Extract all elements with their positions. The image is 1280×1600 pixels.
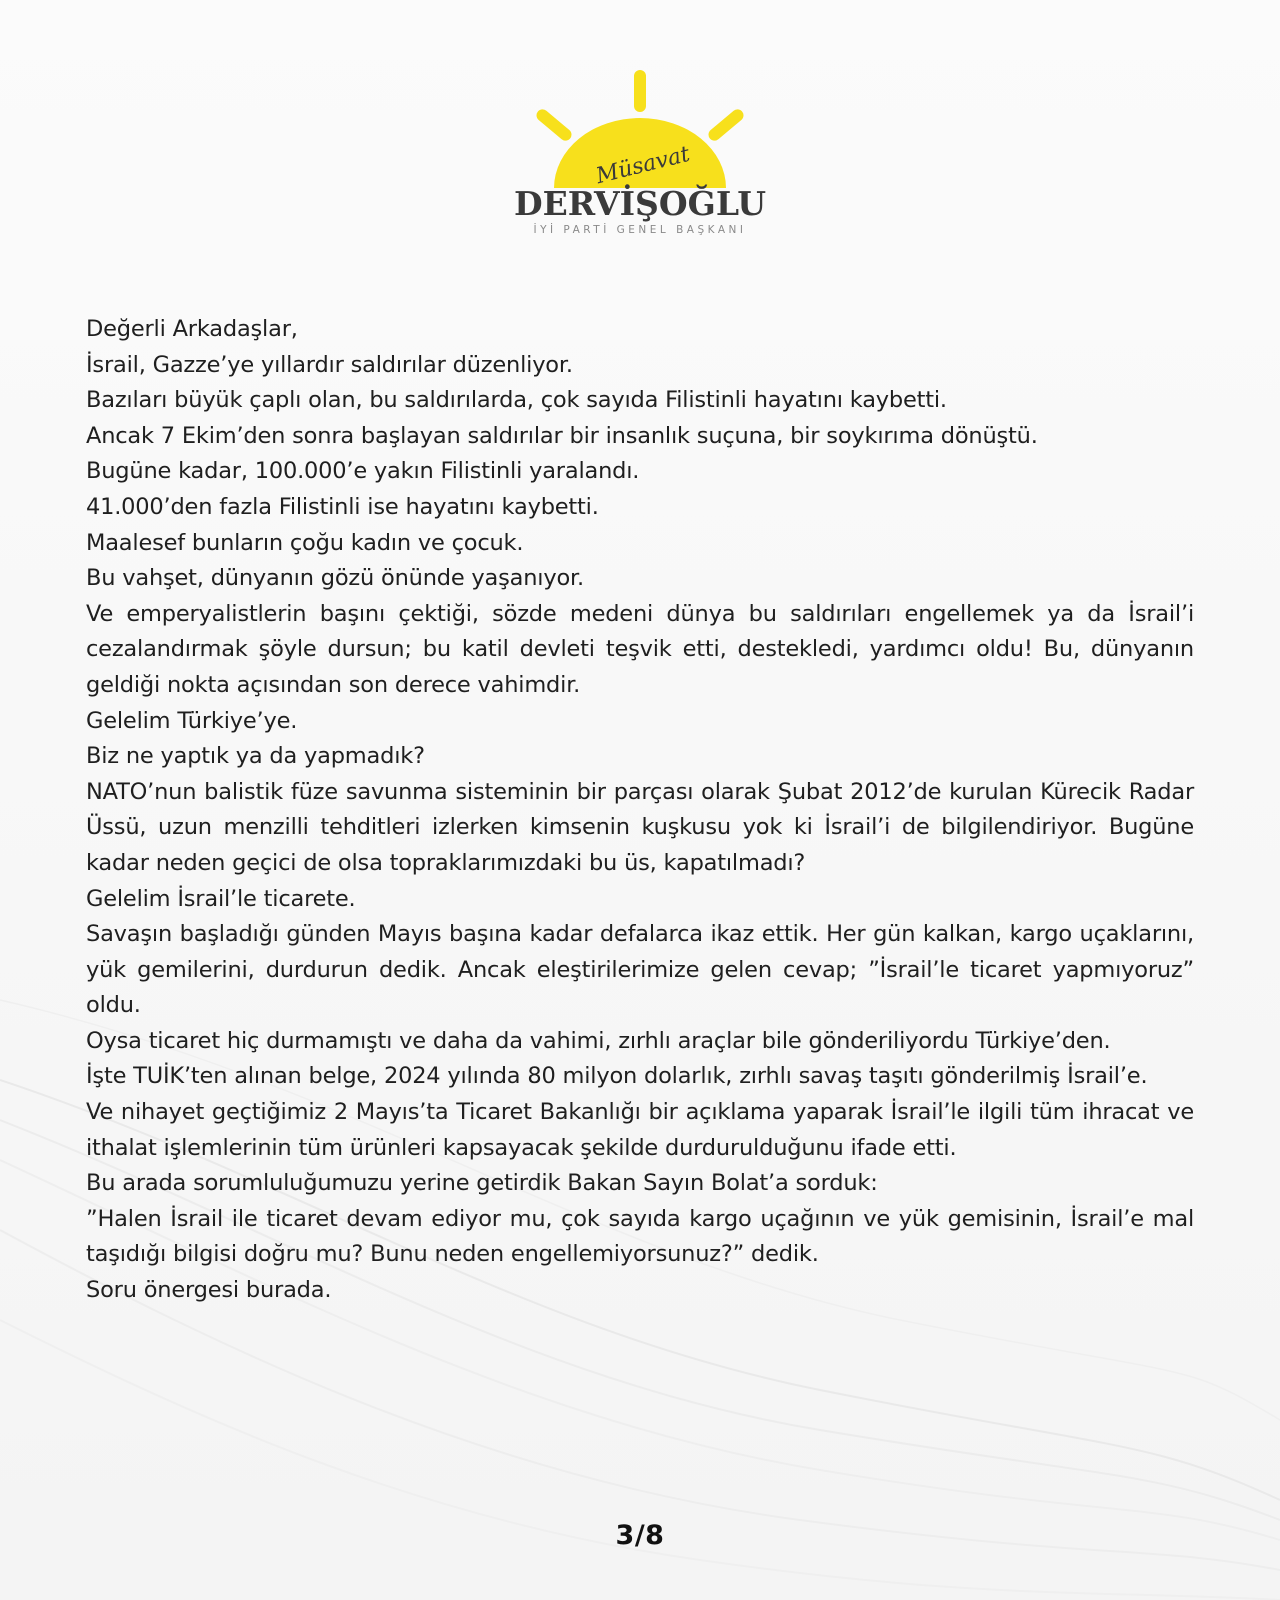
paragraph: Ve nihayet geçtiğimiz 2 Mayıs’ta Ticaret Bakanlığı bir açıklama yaparak İsrail’le ilgili tüm ihracat ve ithalat işlemlerinin tüm ürünleri kapsayacak şekilde durdurulduğunu ifade etti.: [86, 1099, 1194, 1161]
paragraph: Soru önergesi burada.: [86, 1277, 332, 1304]
paragraph: ”Halen İsrail ile ticaret devam ediyor mu, çok sayıda kargo uçağının ve yük gemisinin, İsrail’e mal taşıdığı bilgisi doğru mu? Bunu neden engellemiyorsunuz?” dedik.: [86, 1205, 1194, 1268]
logo-script-text: Müsavat: [593, 141, 693, 190]
paragraph: NATO’nun balistik füze savunma sisteminin bir parçası olarak Şubat 2012’de kurulan Kürecik Radar Üssü, uzun menzilli tehditleri izlerken kimsenin kuşkusu yok ki İsrail’i de bilgilendiriyor. Bugüne kadar neden geçici de olsa topraklarımızdaki bu üs, kapatılmadı?: [86, 778, 1194, 876]
page-number: 3/8: [615, 1520, 665, 1551]
paragraph: Savaşın başladığı günden Mayıs başına kadar defalarca ikaz ettik. Her gün kalkan, kargo uçaklarını, yük gemilerini, durdurun dedik. Ancak eleştirilerimize gelen cevap; ”İsrail’le ticaret yapmıyoruz” oldu.: [86, 921, 1194, 1019]
paragraph: Bu arada sorumluluğumuzu yerine getirdik Bakan Sayın Bolat’a sorduk:: [86, 1170, 878, 1197]
paragraph: 41.000’den fazla Filistinli ise hayatını kaybetti.: [86, 493, 599, 520]
paragraph: Maalesef bunların çoğu kadın ve çocuk.: [86, 529, 524, 556]
paragraph: İşte TUİK’ten alınan belge, 2024 yılında 80 milyon dolarlık, zırhlı savaş taşıtı gönderilmiş İsrail’e.: [86, 1063, 1148, 1090]
paragraph: Ancak 7 Ekim’den sonra başlayan saldırılar bir insanlık suçuna, bir soykırıma dönüştü.: [86, 422, 1038, 449]
paragraph: Bugüne kadar, 100.000’e yakın Filistinli yaralandı.: [86, 458, 640, 485]
paragraph: Bu vahşet, dünyanın gözü önünde yaşanıyor.: [86, 565, 584, 592]
logo-subtitle-text: İYİ PARTİ GENEL BAŞKANI: [533, 224, 747, 236]
paragraph: İsrail, Gazze’ye yıllardır saldırılar düzenliyor.: [86, 351, 573, 378]
paragraph: Gelelim Türkiye’ye.: [86, 707, 298, 734]
logo-name-text: DERVİŞOĞLU: [514, 184, 766, 223]
paragraph: Ve emperyalistlerin başını çektiği, sözde medeni dünya bu saldırıları engellemek ya da İsrail’i cezalandırmak şöyle dursun; bu katil devleti teşvik etti, destekledi, yardımcı oldu! Bu, dünyanın geldiği nokta açısından son derece vahimdir.: [86, 600, 1194, 698]
letter-body: [86, 312, 1194, 1309]
paragraph: Bazıları büyük çaplı olan, bu saldırılarda, çok sayıda Filistinli hayatını kaybetti.: [86, 387, 947, 414]
paragraph: Değerli Arkadaşlar,: [86, 316, 298, 342]
logo: [500, 60, 780, 250]
paragraph: Biz ne yaptık ya da yapmadık?: [86, 743, 425, 770]
paragraph: Gelelim İsrail’le ticarete.: [86, 885, 356, 912]
paragraph: Oysa ticaret hiç durmamıştı ve daha da vahimi, zırhlı araçlar bile gönderiliyordu Türkiye’den.: [86, 1027, 1111, 1054]
